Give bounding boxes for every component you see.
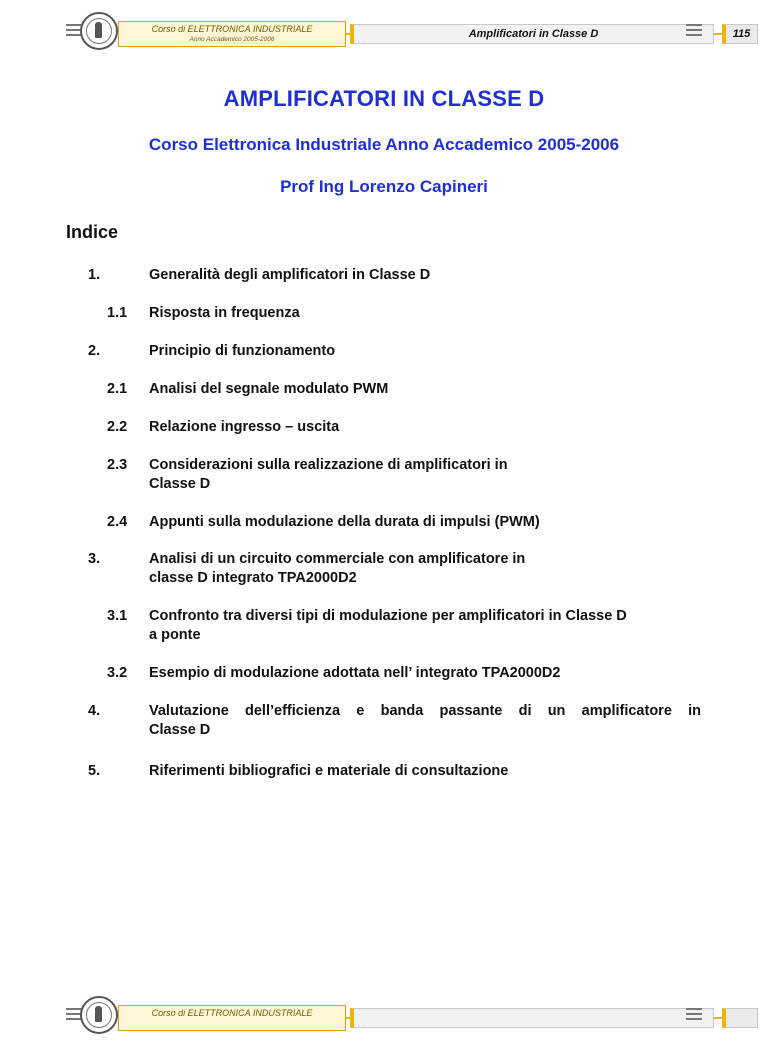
toc-number: 4. <box>88 703 101 719</box>
toc-number: 2.3 <box>107 457 128 473</box>
toc-line: Confronto tra diversi tipi di modulazione per amplificatori in Classe D <box>149 608 627 624</box>
toc-text <box>149 418 701 437</box>
footer-course-box <box>118 1005 346 1031</box>
document-title: AMPLIFICATORI IN CLASSE D <box>223 86 545 111</box>
toc-text <box>149 342 701 361</box>
header-course-box <box>118 21 346 47</box>
footer-course-name: Corso di ELETTRONICA INDUSTRIALE <box>151 1008 313 1018</box>
footer-decor-lines-right <box>686 1008 702 1026</box>
toc-number: 2.4 <box>107 514 128 530</box>
header-page-number: 115 <box>722 24 758 44</box>
toc-text <box>149 550 701 588</box>
toc-number: 3.2 <box>107 665 128 681</box>
page-header <box>66 12 751 56</box>
author-subtitle: Prof Ing Lorenzo Capineri <box>280 177 488 196</box>
toc-line: Risposta in frequenza <box>149 305 300 321</box>
toc-line: Esempio di modulazione adottata nell’ integrato TPA2000D2 <box>149 665 561 681</box>
toc-line: Riferimenti bibliografici e materiale di consultazione <box>149 763 509 779</box>
toc-line: Principio di funzionamento <box>149 343 336 359</box>
toc-text <box>149 664 701 683</box>
university-seal-icon <box>80 12 118 50</box>
toc-line: Generalità degli amplificatori in Classe D <box>149 267 431 283</box>
index-heading: Indice <box>66 222 119 242</box>
toc-number: 2.1 <box>107 381 128 397</box>
toc-line: Considerazioni sulla realizzazione di amplificatori in <box>149 457 508 473</box>
toc-line: Analisi di un circuito commerciale con amplificatore in <box>149 551 526 567</box>
toc-text <box>149 380 701 399</box>
toc-number: 2.2 <box>107 419 128 435</box>
footer-page-number <box>722 1008 758 1028</box>
page-footer <box>66 996 702 1040</box>
header-decor-lines-right <box>686 24 702 42</box>
toc-number: 3. <box>88 551 101 567</box>
toc-line: classe D integrato TPA2000D2 <box>149 570 357 586</box>
toc-number: 5. <box>88 763 101 779</box>
toc-number: 3.1 <box>107 608 128 624</box>
university-seal-icon <box>80 996 118 1034</box>
toc-line: Classe D <box>149 476 211 492</box>
toc-text <box>149 607 701 645</box>
toc-line: Classe D <box>149 722 211 738</box>
footer-section-title <box>350 1008 714 1028</box>
course-subtitle: Corso Elettronica Industriale Anno Accademico 2005-2006 <box>148 135 620 154</box>
toc-line: Appunti sulla modulazione della durata di impulsi (PWM) <box>149 514 540 530</box>
toc-text <box>149 702 701 740</box>
header-section-title: Amplificatori in Classe D <box>350 24 714 44</box>
header-academic-year: Anno Accademico 2005-2006 <box>189 36 275 43</box>
toc-text <box>149 513 701 532</box>
toc-line: Relazione ingresso – uscita <box>149 419 340 435</box>
toc-number: 1.1 <box>107 305 128 321</box>
header-course-name: Corso di ELETTRONICA INDUSTRIALE <box>151 24 313 34</box>
toc-line: Analisi del segnale modulato PWM <box>149 381 389 397</box>
toc-text <box>149 456 701 494</box>
footer-connector-right <box>714 1017 722 1019</box>
toc-number: 1. <box>88 267 101 283</box>
header-connector-right <box>714 33 722 35</box>
toc-number: 2. <box>88 343 101 359</box>
toc-text <box>149 266 701 285</box>
toc-text <box>149 762 701 781</box>
toc-line: Valutazione dell’efficienza e banda passante di un amplificatore in <box>149 703 701 719</box>
toc-text <box>149 304 701 323</box>
toc-line: a ponte <box>149 627 201 643</box>
